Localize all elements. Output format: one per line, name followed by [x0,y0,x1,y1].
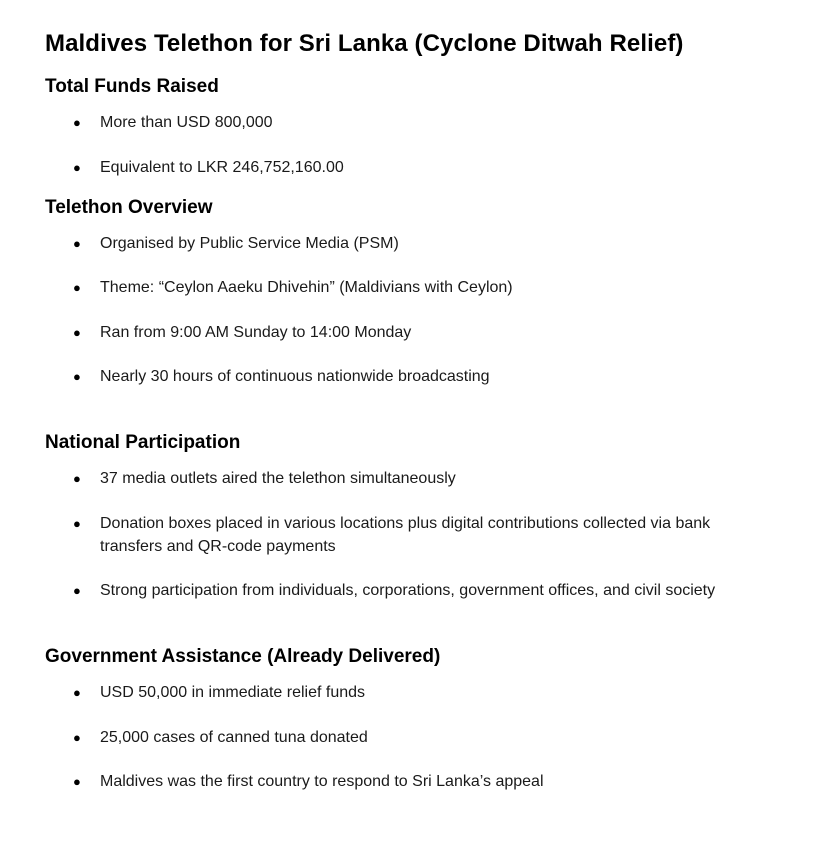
list-item-text: Organised by Public Service Media (PSM) [100,234,399,252]
telethon-overview-list [45,232,818,389]
bullet-icon: ● [73,583,81,598]
list-item [45,365,760,388]
bullet-icon: ● [73,235,81,251]
list-item [45,156,760,179]
government-assistance-list [45,681,818,793]
bullet-icon: ● [73,685,81,700]
national-participation-list [45,467,818,602]
section-heading-total-funds: Total Funds Raised [45,76,219,97]
bullet-icon: ● [73,774,81,789]
list-item [45,512,760,558]
page-title: Maldives Telethon for Sri Lanka (Cyclone Ditwah Relief) [45,30,684,57]
list-item [45,467,760,490]
bullet-icon: ● [73,159,81,175]
section-heading-government-assistance: Government Assistance (Already Delivered) [45,646,441,667]
list-item-text: Ran from 9:00 AM Sunday to 14:00 Monday [100,323,412,341]
list-item [45,579,760,602]
list-item [45,726,760,749]
bullet-icon: ● [73,280,81,295]
list-item-text: Theme: “Ceylon Aaeku Dhivehin” (Maldivians with Ceylon) [100,279,513,296]
list-item [45,770,760,793]
bullet-icon: ● [73,515,81,531]
list-item-text: 37 media outlets aired the telethon simultaneously [100,470,456,487]
list-item [45,321,760,344]
list-item-text: Nearly 30 hours of continuous nationwide broadcasting [100,368,490,385]
list-item [45,232,760,255]
list-item-text: More than USD 800,000 [100,114,273,131]
list-item-text: Maldives was the first country to respond to Sri Lanka’s appeal [100,773,544,790]
list-item-text: Donation boxes placed in various locations plus digital contributions collected via bank transfers and QR-code payments [100,514,711,555]
bullet-icon: ● [73,471,81,486]
list-item-text: Strong participation from individuals, corporations, government offices, and civil society [100,582,716,599]
section-heading-national-participation: National Participation [45,432,241,453]
bullet-icon: ● [73,324,81,340]
section-heading-telethon-overview: Telethon Overview [45,196,213,218]
list-item [45,111,760,134]
list-item [45,681,760,704]
total-funds-list [45,111,818,179]
bullet-icon: ● [73,729,81,745]
list-item-text: USD 50,000 in immediate relief funds [100,684,366,701]
list-item [45,276,760,299]
bullet-icon: ● [73,115,81,130]
bullet-icon: ● [73,369,81,384]
list-item-text: 25,000 cases of canned tuna donated [100,728,368,746]
list-item-text: Equivalent to LKR 246,752,160.00 [100,158,344,176]
